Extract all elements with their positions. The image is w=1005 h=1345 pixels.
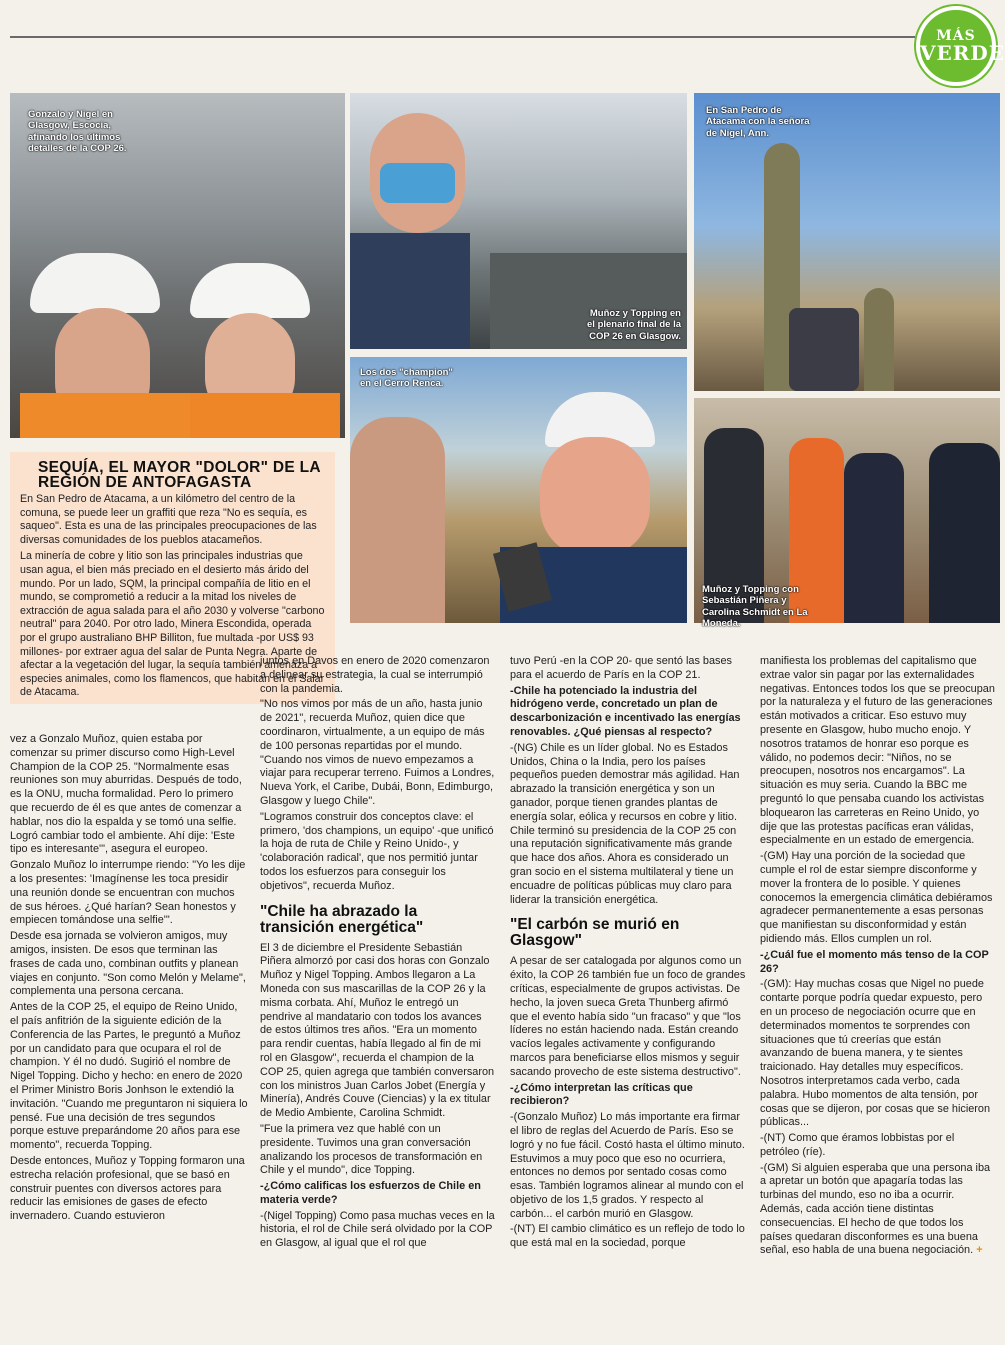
photo-caption: Muñoz y Topping en el plenario final de la COP 26 en Glasgow. [587, 308, 681, 342]
paragraph-text: -(GM) Si alguien esperaba que una persona iba a apretar un botón que apagaría todas las turbinas del mundo, eso no iba a ocurrir. Además, cada acción tiene distintas consecuencias. El hecho de que todos los países quedaran disconformes es una buena señal, eso habla de una buena negociación. [760, 1161, 991, 1257]
paragraph: -(NT) Como que éramos lobbistas por el petróleo (ríe). [760, 1132, 955, 1158]
article-column-4 [760, 655, 996, 1258]
vest-left-shape [20, 393, 190, 438]
photo-atacama-cactus [694, 93, 1000, 391]
paragraph: -(GM): Hay muchas cosas que Nigel no puede contarte porque podría quedar expuesto, pero en un proceso de negociación ocurre que en determinados momentos te sorprendes con situaciones que tú creerías que están avanzando de buena manera, y te sientes traicionado. Hay detalles muy específicos. Nosotros interpretamos cada verbo, cada palabra. Hubo momentos de alta tensión, por cosas que se dijeron, por cosas que se hicieron públicas... [760, 978, 991, 1129]
interview-question: -Chile ha potenciado la industria del hidrógeno verde, concretado un plan de descarbonización e incentivado las energías renovables. ¿Qué piensas al respecto? [510, 684, 741, 738]
article-column-3 [510, 655, 746, 1251]
paragraph: manifiesta los problemas del capitalismo que extrae valor sin pagar por las externalidades negativas. Entonces todos los que se preocupan por la naturaleza y el futuro de las generaciones están motivados a criticar. Eso estuvo muy presente en Glasgow, hubo mucho enojo. Y nosotros tratamos de honrar eso porque es válido, no podemos decir: "Niños, no se preocupen, nosotros nos encargamos". La situación es muy seria. Cuando la BBC me preguntó lo que pensaba cuando los activistas bloquearon las carreteras en Reino Unido, yo dije que las protestas pacíficas eran válidas, especialmente en un estado de emergencia. [760, 655, 995, 847]
photo-cerro-renca [350, 357, 687, 623]
person-left-shape [350, 417, 445, 623]
paragraph: "No nos vimos por más de un año, hasta junio de 2021", recuerda Muñoz, quien dice que coordinaron, virtualmente, a un equipo de más de 100 personas repartidas por el mundo. "Cuando nos vimos de nuevo empezamos a viajar para recuperar terreno. Fuimos a Londres, Nueva York, el Caribe, Dubái, Bonn, Edimburgo, Glasgow y luego Chile". [260, 698, 495, 807]
photo-caption: Muñoz y Topping con Sebastián Piñera y Carolina Schmidt en La Moneda. [702, 584, 808, 630]
paragraph: -(NT) El cambio climático es un reflejo de todo lo que está mal en la sociedad, porque [510, 1223, 745, 1250]
photo-caption: Gonzalo y Nigel en Glasgow, Escocia, afinando los últimos detalles de la COP 26. [28, 109, 127, 155]
box-title: SEQUÍA, EL MAYOR "DOLOR" DE LA REGIÓN DE ANTOFAGASTA [38, 459, 321, 491]
paragraph: -(Nigel Topping) Como pasa muchas veces en la historia, el rol de Chile será olvidado por la COP en Glasgow, al igual que el rol que [260, 1209, 495, 1250]
mask-shape [380, 163, 455, 203]
badge-line-1: MÁS [936, 28, 976, 44]
paragraph: Desde esa jornada se volvieron amigos, muy amigos, insisten. De esos que terminan las frases de cada uno, combinan outfits y planean viajes en conjunto. "Son como Melón y Melame", complementa una persona cercana. [10, 930, 246, 998]
photo-plenary [350, 93, 687, 349]
section-heading: "Chile ha abrazado la transición energética" [260, 902, 424, 936]
vest-right-shape [190, 393, 340, 438]
suit-center-shape [844, 453, 904, 623]
mas-verde-badge [916, 6, 1005, 86]
paragraph: "Fue la primera vez que hablé con un presidente. Tuvimos una gran conversación analizando los procesos de transformación en Chile y el mundo", dice Topping. [260, 1122, 483, 1177]
interview-question: -¿Cómo calificas los esfuerzos de Chile en materia verde? [260, 1180, 481, 1206]
badge-line-2: VERDE [920, 41, 1005, 65]
paragraph [760, 1162, 996, 1259]
paragraph: vez a Gonzalo Muñoz, quien estaba por comenzar su primer discurso como High-Level Champion de la COP 25. "Normalmente esas reuniones son muy aburridas. Después de todo, es la ONU, mucha formalidad. Pero lo primero que recuerdo de él es que antes de comenzar a hablar, nos dio la espalda y se tomó una selfie. Logró cambiar todo el ambiente. Ahí dije: 'Este tipo es interesante'", asegura el europeo. [10, 733, 242, 856]
helmet-right-shape [190, 263, 310, 318]
paragraph: tuvo Perú -en la COP 20- que sentó las bases para el acuerdo de París en la COP 21. [510, 655, 732, 681]
suit-right-shape [929, 443, 1000, 623]
paragraph: El 3 de diciembre el Presidente Sebastián Piñera almorzó por casi dos horas con Gonzalo Muñoz y Nigel Topping. Ambos llegaron a La Moneda con sus mascarillas de la COP 26 y la misma corbata. Ahí, Muñoz le entregó un pendrive al mandatario con todos los avances de estos últimos tres años. "Era un momento para rendir cuentas, había llegado al fin de mi rol en Glasgow", recuerda el champion de la COP 25, quien agrega que también conversaron con los ministros Juan Carlos Jobet (Energía y Minería), Andrés Couve (Ciencias) y la ex titular de Medio Ambiente, Carolina Schmidt. [260, 941, 495, 1120]
photo-caption: Los dos "champion" en el Cerro Renca. [360, 367, 453, 390]
suit-shape [350, 233, 470, 349]
paragraph: Desde entonces, Muñoz y Topping formaron una estrecha relación profesional, que se basó en construir puentes con diversos actores para reducir las emisiones de gases de efecto invernadero. Cuando estuvieron [10, 1154, 245, 1223]
paragraph: -(Gonzalo Muñoz) Lo más importante era firmar el libro de reglas del Acuerdo de París. Eso se logró y no fue fácil. Costó hasta el último minuto. Estuvimos a muy poco que eso no ocurriera, entonces no demos por sentado cosas como esas. También logramos alinear al mundo con el objetivo de los 1,5 grados. Y respecto al carbón... el carbón murió en Glasgow. [510, 1111, 745, 1220]
interview-question: -¿Cómo interpretan las críticas que recibieron? [510, 1081, 693, 1108]
section-heading: "El carbón se murió en Glasgow" [510, 916, 680, 950]
photo-glasgow-helmets [10, 93, 345, 438]
paragraph: -(GM) Hay una porción de la sociedad que cumple el rol de estar siempre disconforme y mover la frontera de lo posible. Y quienes conocemos la emergencia climática debiéramos agradecer permanentemente a esas personas que manifiestan su disconformidad y están pidiendo más. Ellos cumplen un rol. [760, 850, 993, 945]
hikers-shape [789, 308, 859, 391]
box-paragraph: La minería de cobre y litio son las principales industrias que usan agua, el bien más preciado en el desierto más árido del mundo. Por un lado, SQM, la principal compañía de litio en el mundo, se comprometió a reducir a la mitad los niveles de extracción de agua salada para el año 2030 y volverse "carbono neutral" para 2040. Por otro lado, Minera Escondida, operada por el grupo australiano BHP Billiton, fue multada -por US$ 93 millones- por extraer agua del salar de Punta Negra. Aparte de afectar a la vegetación del lugar, la sequía también amenaza a especies animales, como los flamencos, que habitan en el Salar de Atacama. [20, 550, 325, 699]
face-right-shape [540, 437, 650, 557]
photo-caption: En San Pedro de Atacama con la señora de Nigel, Ann. [706, 105, 810, 139]
paragraph: A pesar de ser catalogada por algunos como un éxito, la COP 26 también fue un foco de grandes críticas, especialmente de grupos activistas. De hecho, la joven sueca Greta Thunberg afirmó que el evento había sido "un fracaso" y que "los líderes no están haciendo nada. Están creando vacíos legales activamente y configurando marcos para beneficiarse ellos mismos y seguir sacando provecho de este sistema destructivo". [510, 955, 746, 1078]
article-column-1 [10, 733, 248, 1224]
paragraph: Gonzalo Muñoz lo interrumpe riendo: "Yo les dije a los presentes: 'Imagínense les toca presidir una reunión donde se encuentran con muchos de sus héroes. ¿Qué harían? Sean honestos y empiecen tomándose una selfie'". [10, 859, 246, 927]
end-mark: + [976, 1244, 983, 1257]
box-paragraph: En San Pedro de Atacama, a un kilómetro del centro de la comuna, se puede leer un graffiti que reza "No es sequía, es saqueo". Esta es una de las principales preocupaciones de las diversas comunidades de los pueblos atacameños. [20, 493, 317, 546]
paragraph: "Logramos construir dos conceptos clave: el primero, 'dos champions, un equipo' -que unificó la hoja de ruta de Chile y Reino Unido-, y 'colaboración radical', que nos permitió juntar todos los esfuerzos para conseguir los objetivos", recuerda Muñoz. [260, 810, 494, 892]
helmet-left-shape [30, 253, 160, 313]
article-column-2 [260, 655, 495, 1251]
paragraph: Antes de la COP 25, el equipo de Reino Unido, el país anfitrión de la siguiente edición de la Conferencia de las Partes, le preguntó a Muñoz por un candidato para que ocupara el rol de champion. Y él no dudó. Sugirió el nombre de Nigel Topping. Dicho y hecho: en enero de 2020 el Primer Ministro Boris Jonhson le extendió la invitación. "Cuando me preguntaron ni siquiera lo pensé. Fue una decisión de tres segundos porque estuve preparándome 20 años para ese momento", recuerda Topping. [10, 1001, 248, 1152]
cactus-small-shape [864, 288, 894, 391]
paragraph: -(NG) Chile es un líder global. No es Estados Unidos, China o la India, pero los países pequeños pueden demostrar más agilidad. Han abrazado la transición energética y son un ganador, porque tienen grandes plantas de energía solar, eólica y recursos en cobre y litio. Chile terminó su presidencia de la COP 25 con una reputación significativamente más grande que hace dos años. Ahora es considerado un gran socio en el sistema multilateral y tiene un encuadre de políticas públicas muy claro para liderar la transición energética. [510, 741, 740, 906]
photo-la-moneda [694, 398, 1000, 630]
interview-question: -¿Cuál fue el momento más tenso de la COP 26? [760, 948, 989, 975]
paragraph: juntos en Davos en enero de 2020 comenzaron a delinear su estrategia, la cual se interrumpió con la pandemia. [260, 655, 490, 695]
top-rule [10, 36, 915, 38]
